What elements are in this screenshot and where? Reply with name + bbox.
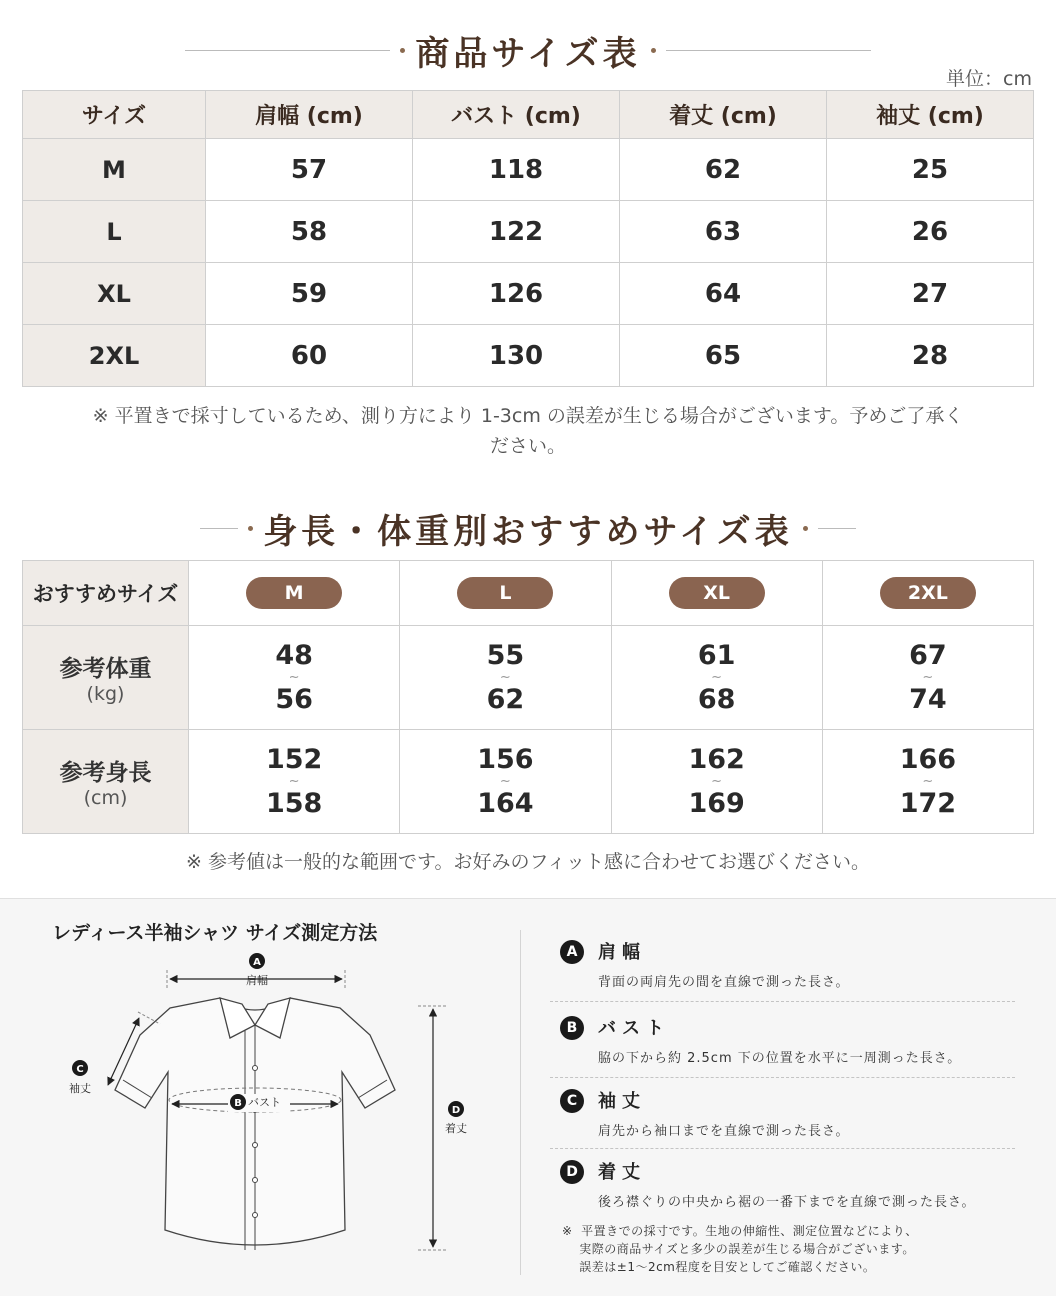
weight-range-cell [400, 626, 611, 730]
range-min: 152 [265, 743, 323, 775]
value-cell: 57 [206, 139, 413, 201]
range-max: 172 [899, 787, 957, 819]
height-range-cell [611, 730, 822, 834]
range-tilde: ~ [711, 773, 723, 789]
height-range-cell [189, 730, 400, 834]
title-dot-right [651, 48, 656, 53]
diagram-label-d: 着丈 [445, 1122, 467, 1135]
size-cell: XL [23, 263, 206, 325]
size-chart-note-line: ださい。 [489, 435, 566, 457]
range-max: 169 [688, 787, 745, 819]
range-tilde: ~ [499, 669, 511, 685]
range-min: 67 [909, 639, 947, 671]
size-table-header: サイズ [23, 91, 206, 139]
height-label-cell [23, 730, 189, 834]
recommend-table [22, 560, 1034, 834]
measure-title: レディース半袖シャツ サイズ測定方法 [52, 922, 378, 944]
diagram-label-c: 袖丈 [69, 1082, 91, 1095]
svg-text:D: D [451, 1105, 461, 1116]
recommend-note: ※ 参考値は一般的な範囲です。お好みのフィット感に合わせてお選びください。 [186, 851, 870, 873]
size-cell: 2XL [23, 325, 206, 387]
size-chart-note-line: ※ 平置きで採寸しているため、測り方により 1-3cm の誤差が生じる場合がございます。予めご了承く [92, 405, 964, 427]
size-chart-note [0, 401, 1056, 461]
svg-text:B: B [234, 1098, 242, 1109]
weight-range-cell [189, 626, 400, 730]
height-range-cell [822, 730, 1033, 834]
title-dot-left [400, 48, 405, 53]
range-max: 56 [275, 683, 313, 715]
value-cell: 28 [827, 325, 1034, 387]
size-cell: M [23, 139, 206, 201]
title-rule-left [200, 528, 238, 529]
measure-line-a [167, 953, 345, 988]
legend-desc: 背面の両肩先の間を直線で測った長さ。 [598, 975, 850, 990]
weight-range-cell [822, 626, 1033, 730]
shirt-diagram [40, 940, 510, 1270]
legend-divider [550, 1077, 1015, 1078]
legend-divider [550, 1148, 1015, 1149]
value-cell: 130 [413, 325, 620, 387]
badge-a-icon: A [560, 940, 584, 964]
range-min: 166 [899, 743, 957, 775]
legend-desc: 脇の下から約 2.5cm 下の位置を水平に一周測った長さ。 [598, 1051, 962, 1066]
range-max: 74 [909, 683, 947, 715]
measure-line-d [418, 1006, 467, 1250]
height-row [23, 730, 1034, 834]
value-cell: 64 [620, 263, 827, 325]
value-cell: 58 [206, 201, 413, 263]
measure-footnote: ※ 平置きでの採寸です。生地の伸縮性、測定位置などにより、 実際の商品サイズと多少の誤差が生じる場合がございます。 誤差は±1〜2cm程度を目安としてご確認ください。 [562, 1224, 918, 1274]
value-cell: 26 [827, 201, 1034, 263]
size-table-header: 袖丈 (cm) [827, 91, 1034, 139]
size-pill-cell [822, 561, 1033, 626]
weight-unit: (kg) [86, 683, 125, 705]
value-cell: 63 [620, 201, 827, 263]
value-cell: 27 [827, 263, 1034, 325]
size-table-header-row [23, 91, 1034, 139]
table-row [23, 201, 1034, 263]
table-row [23, 139, 1034, 201]
size-pill: L [457, 577, 553, 609]
title-rule-left [185, 50, 390, 51]
svg-text:C: C [76, 1064, 84, 1075]
value-cell: 60 [206, 325, 413, 387]
size-table [22, 90, 1034, 387]
range-min: 55 [486, 639, 525, 671]
value-cell: 118 [413, 139, 620, 201]
weight-range-cell [611, 626, 822, 730]
height-unit: (cm) [83, 787, 128, 809]
weight-row [23, 626, 1034, 730]
value-cell: 25 [827, 139, 1034, 201]
value-cell: 62 [620, 139, 827, 201]
range-max: 62 [486, 683, 525, 715]
size-pill: 2XL [880, 577, 976, 609]
legend-name: 肩幅 [598, 942, 646, 963]
range-min: 61 [697, 639, 736, 671]
value-cell: 65 [620, 325, 827, 387]
range-min: 162 [688, 743, 745, 775]
title-rule-right [666, 50, 871, 51]
legend-name: 袖丈 [598, 1091, 646, 1112]
size-chart-title: 商品サイズ表 [415, 34, 641, 74]
legend-desc: 肩先から袖口までを直線で測った長さ。 [598, 1124, 850, 1139]
range-tilde: ~ [922, 773, 934, 789]
svg-text:A: A [253, 957, 261, 968]
range-min: 156 [477, 743, 534, 775]
panel-divider [520, 930, 521, 1275]
recommend-title: 身長・体重別おすすめサイズ表 [263, 512, 793, 552]
weight-label: 参考体重 [59, 656, 152, 682]
legend-name: 着丈 [598, 1162, 646, 1183]
table-row [23, 263, 1034, 325]
recommend-size-row [23, 561, 1034, 626]
title-rule-right [818, 528, 856, 529]
value-cell: 122 [413, 201, 620, 263]
title-dot-right [803, 526, 808, 531]
legend-desc: 後ろ襟ぐりの中央から裾の一番下までを直線で測った長さ。 [598, 1195, 976, 1210]
title-dot-left [248, 526, 253, 531]
range-tilde: ~ [711, 669, 723, 685]
range-min: 48 [275, 639, 313, 671]
range-tilde: ~ [288, 669, 300, 685]
value-cell: 126 [413, 263, 620, 325]
weight-label-cell [23, 626, 189, 730]
badge-b-icon: B [560, 1016, 584, 1040]
height-label: 参考身長 [59, 760, 152, 786]
size-table-header: 肩幅 (cm) [206, 91, 413, 139]
range-max: 164 [477, 787, 534, 819]
unit-label: 単位：cm [946, 68, 1032, 90]
size-pill: XL [669, 577, 765, 609]
size-table-header: バスト (cm) [413, 91, 620, 139]
value-cell: 59 [206, 263, 413, 325]
badge-c-icon: C [560, 1089, 584, 1113]
size-pill-cell [611, 561, 822, 626]
range-tilde: ~ [922, 669, 934, 685]
size-pill-cell [400, 561, 611, 626]
size-pill-cell [189, 561, 400, 626]
recommend-header-label: おすすめサイズ [23, 561, 189, 626]
size-pill: M [246, 577, 342, 609]
badge-d-icon: D [560, 1160, 584, 1184]
recommend-title-row [0, 504, 1056, 553]
diagram-label-b: バスト [248, 1096, 281, 1109]
size-chart-title-row [0, 26, 1056, 75]
range-max: 68 [697, 683, 736, 715]
range-tilde: ~ [288, 773, 300, 789]
range-tilde: ~ [499, 773, 511, 789]
legend-name: バスト [598, 1018, 670, 1039]
size-table-header: 着丈 (cm) [620, 91, 827, 139]
legend-divider [550, 1001, 1015, 1002]
diagram-label-a: 肩幅 [246, 974, 268, 987]
range-max: 158 [265, 787, 323, 819]
height-range-cell [400, 730, 611, 834]
size-cell: L [23, 201, 206, 263]
table-row [23, 325, 1034, 387]
